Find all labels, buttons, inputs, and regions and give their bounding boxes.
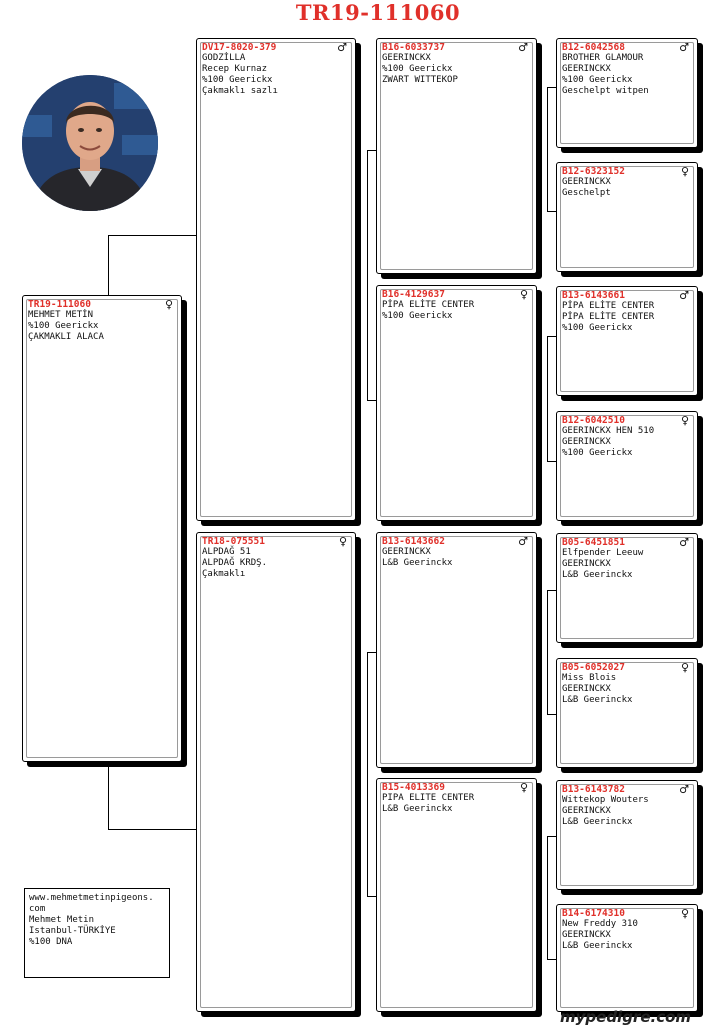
ring-number: B15-4013369 <box>382 782 445 793</box>
pigeon-name: BROTHER GLAMOUR <box>562 53 644 63</box>
grandparent-card[interactable] <box>376 38 537 274</box>
great-grandparent-card[interactable] <box>556 904 698 1012</box>
grandparent-card[interactable] <box>376 778 537 1012</box>
pigeon-info-line: L&B Geerinckx <box>562 570 633 580</box>
female-symbol-icon: ♀ <box>338 535 347 548</box>
pigeon-info-line: L&B Geerinckx <box>382 804 453 814</box>
male-symbol-icon: ♂ <box>679 783 689 796</box>
pigeon-info-line: PİPA ELİTE CENTER <box>562 312 655 322</box>
pigeon-info-line: GEERINCKX <box>562 437 611 447</box>
pigeon-name: GEERINCKX <box>562 177 611 187</box>
connector-line <box>547 836 548 959</box>
great-grandparent-card[interactable] <box>556 533 698 643</box>
footer-brand: mypedigre.com <box>560 1008 692 1026</box>
pigeon-info-line: GEERINCKX <box>562 806 611 816</box>
subject-pigeon-card[interactable] <box>22 295 182 762</box>
breeder-name: Mehmet Metin <box>29 915 95 925</box>
pigeon-info-line: %100 Geerickx <box>28 321 99 331</box>
pigeon-color: ÇAKMAKLI ALACA <box>28 332 104 342</box>
pigeon-name: Elfpender Leeuw <box>562 548 644 558</box>
breeder-info-box <box>24 888 170 978</box>
pigeon-info-line: L&B Geerinckx <box>562 817 633 827</box>
connector-line <box>367 652 376 653</box>
ring-number: B05-6052027 <box>562 662 625 673</box>
pigeon-name: PİPA ELİTE CENTER <box>562 301 655 311</box>
ring-number: B13-6143662 <box>382 536 445 547</box>
pigeon-info-line: L&B Geerinckx <box>562 941 633 951</box>
ring-number: TR19-111060 <box>28 299 91 310</box>
pigeon-info-line: %100 Geerickx <box>382 64 453 74</box>
pigeon-name: GEERINCKX <box>382 547 431 557</box>
sire-card[interactable] <box>196 38 356 521</box>
grandparent-card[interactable] <box>376 285 537 521</box>
connector-line <box>108 235 196 236</box>
female-symbol-icon: ♀ <box>680 907 689 920</box>
pigeon-info-line: ZWART WITTEKOP <box>382 75 458 85</box>
pigeon-info-line: %100 Geerickx <box>562 75 633 85</box>
connector-line <box>108 762 109 829</box>
pigeon-name: New Freddy 310 <box>562 919 638 929</box>
connector-line <box>547 336 556 337</box>
female-symbol-icon: ♀ <box>680 661 689 674</box>
connector-line <box>547 211 556 212</box>
breeder-location: Istanbul-TÜRKİYE <box>29 926 116 936</box>
pigeon-info-line: ALPDAĞ KRDŞ. <box>202 558 268 568</box>
breeder-portrait-image <box>22 75 158 211</box>
pigeon-info-line: %100 Geerickx <box>562 323 633 333</box>
pigeon-info-line: %100 Geerickx <box>202 75 273 85</box>
pigeon-name: GEERINCKX <box>382 53 431 63</box>
great-grandparent-card[interactable] <box>556 286 698 396</box>
pigeon-info-line: %100 Geerickx <box>562 448 633 458</box>
pigeon-info-line: L&B Geerinckx <box>382 558 453 568</box>
pigeon-info-line: Recep Kurnaz <box>202 64 268 74</box>
female-symbol-icon: ♀ <box>519 781 528 794</box>
pigeon-name: MEHMET METİN <box>28 310 94 320</box>
female-symbol-icon: ♀ <box>164 298 173 311</box>
connector-line <box>367 652 368 896</box>
breeder-website-cont[interactable]: com <box>29 904 46 914</box>
grandparent-card[interactable] <box>376 532 537 768</box>
ring-number: DV17-8020-379 <box>202 42 277 53</box>
male-symbol-icon: ♂ <box>518 535 528 548</box>
great-grandparent-card[interactable] <box>556 162 698 272</box>
great-grandparent-card[interactable] <box>556 38 698 148</box>
great-grandparent-card[interactable] <box>556 780 698 890</box>
pigeon-name: PIPA ELITE CENTER <box>382 793 475 803</box>
pigeon-name: Miss Blois <box>562 673 617 683</box>
male-symbol-icon: ♂ <box>679 289 689 302</box>
pedigree-title: TR19-111060 <box>295 0 461 25</box>
ring-number: B12-6323152 <box>562 166 625 177</box>
connector-line <box>367 150 376 151</box>
card-inner-border <box>380 536 533 764</box>
ring-number: B14-6174310 <box>562 908 625 919</box>
female-symbol-icon: ♀ <box>680 165 689 178</box>
breeder-photo <box>22 75 158 211</box>
male-symbol-icon: ♂ <box>679 536 689 549</box>
pigeon-info-line: Geschelpt <box>562 188 611 198</box>
ring-number: B05-6451851 <box>562 537 625 548</box>
pigeon-name: PİPA ELİTE CENTER <box>382 300 475 310</box>
connector-line <box>547 336 548 461</box>
pigeon-info-line: Çakmaklı sazlı <box>202 86 278 96</box>
connector-line <box>367 896 376 897</box>
connector-line <box>547 959 556 960</box>
connector-line <box>108 829 196 830</box>
pigeon-name: ALPDAĞ 51 <box>202 547 251 557</box>
card-inner-border <box>200 42 352 517</box>
ring-number: B12-6042510 <box>562 415 625 426</box>
pigeon-info-line: Geschelpt witpen <box>562 86 649 96</box>
connector-line <box>108 235 109 295</box>
ring-number: TR18-075551 <box>202 536 265 547</box>
connector-line <box>367 150 368 400</box>
pigeon-name: GEERINCKX HEN 510 <box>562 426 655 436</box>
pigeon-info-line: GEERINCKX <box>562 559 611 569</box>
connector-line <box>547 714 556 715</box>
pigeon-name: GODZİLLA <box>202 53 246 63</box>
ring-number: B13-6143661 <box>562 290 625 301</box>
breeder-dna-note: %100 DNA <box>29 937 73 947</box>
pigeon-info-line: GEERINCKX <box>562 64 611 74</box>
breeder-website[interactable]: www.mehmetmetinpigeons. <box>29 893 154 903</box>
connector-line <box>547 590 556 591</box>
male-symbol-icon: ♂ <box>337 41 347 54</box>
card-inner-border <box>26 299 178 758</box>
female-symbol-icon: ♀ <box>680 414 689 427</box>
card-inner-border <box>380 289 533 517</box>
pigeon-info-line: L&B Geerinckx <box>562 695 633 705</box>
connector-line <box>547 87 556 88</box>
connector-line <box>547 836 556 837</box>
pigeon-name: Wittekop Wouters <box>562 795 649 805</box>
connector-line <box>547 461 556 462</box>
ring-number: B12-6042568 <box>562 42 625 53</box>
ring-number: B13-6143782 <box>562 784 625 795</box>
card-inner-border <box>200 536 352 1008</box>
pigeon-info-line: %100 Geerickx <box>382 311 453 321</box>
pigeon-info-line: GEERINCKX <box>562 684 611 694</box>
male-symbol-icon: ♂ <box>679 41 689 54</box>
connector-line <box>547 590 548 714</box>
ring-number: B16-4129637 <box>382 289 445 300</box>
ring-number: B16-6033737 <box>382 42 445 53</box>
pigeon-info-line: GEERINCKX <box>562 930 611 940</box>
connector-line <box>547 87 548 211</box>
female-symbol-icon: ♀ <box>519 288 528 301</box>
great-grandparent-card[interactable] <box>556 411 698 521</box>
dam-card[interactable] <box>196 532 356 1012</box>
male-symbol-icon: ♂ <box>518 41 528 54</box>
connector-line <box>367 400 376 401</box>
pigeon-info-line: Çakmaklı <box>202 569 246 579</box>
great-grandparent-card[interactable] <box>556 658 698 768</box>
card-inner-border <box>380 782 533 1008</box>
